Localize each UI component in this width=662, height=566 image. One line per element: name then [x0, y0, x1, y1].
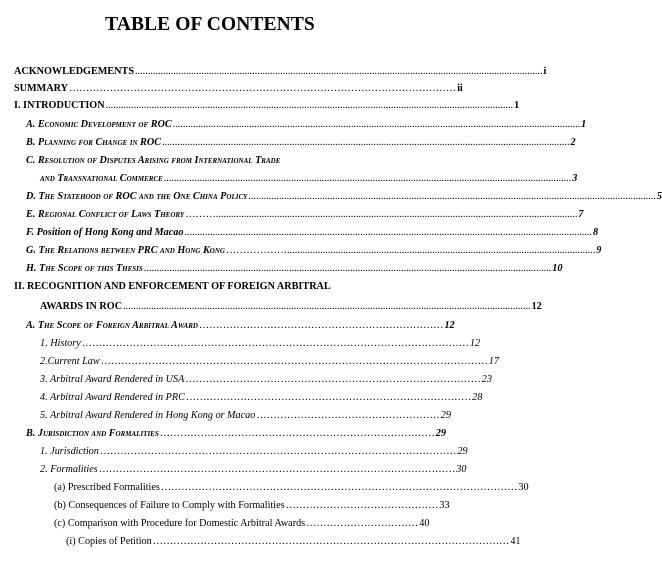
toc-entry-page: 5	[656, 191, 662, 202]
toc-entry-label: A. The Scope of Foreign Arbitral Award	[26, 320, 198, 331]
toc-entry-page: 30	[456, 464, 467, 475]
toc-entry-label: E. Regional Conflict of Laws Theory	[26, 209, 185, 220]
toc-entry-page: 23	[481, 374, 492, 385]
toc-entry[interactable]: A. Economic Development of ROC ................................................................................................................................................................ 1	[26, 116, 400, 134]
toc-entry[interactable]: (a) Prescribed Formalities …………………………………………………………………………………………… 30	[54, 479, 400, 497]
toc-entry[interactable]: D. The Statehood of ROC and the One China Policy ................................................................................................................................................................ 5	[26, 188, 400, 206]
toc-entry-page: 1	[514, 100, 520, 111]
toc-entry-label: 1. Jurisdiction	[40, 446, 99, 457]
toc-entry-page: 41	[510, 536, 521, 547]
toc-entry-label: 1. History	[40, 338, 81, 349]
toc-entry-label: (i) Copies of Petition	[66, 536, 152, 547]
toc-entry[interactable]: E. Regional Conflict of Laws Theory ……….............................................................................................................................................. 7	[26, 206, 400, 224]
toc-entry-page: 30	[518, 482, 529, 493]
toc-entry-page: 9	[596, 245, 602, 256]
toc-entry[interactable]: AWARDS IN ROC ................................................................................................................................................................ 12	[40, 298, 400, 316]
toc-entry[interactable]: (i) Copies of Petition …………………………………………………………………………………………… 41	[66, 533, 400, 551]
toc-entry[interactable]: B. Planning for Change in ROC ................................................................................................................................................................ 2	[26, 134, 400, 152]
toc-entry-page: 8	[592, 227, 599, 238]
toc-entry[interactable]: 5. Arbitral Award Rendered in Hong Kong or Macao ……………………………………………… 29	[40, 407, 400, 425]
toc-entry-label: D. The Statehood of ROC and the One China Policy	[26, 191, 248, 202]
toc-entry-label: (c) Comparison with Procedure for Domestic Arbitral Awards	[54, 518, 306, 529]
toc-entry[interactable]: 1. History …………………………………………………………………………………………………… 12	[40, 335, 400, 353]
toc-entry[interactable]: ACKNOWLEDGEMENTS ................................................................................................................................................................ i	[14, 63, 400, 81]
toc-entry[interactable]: and Transnational Commerce ................................................................................................................................................................ 3	[40, 170, 400, 188]
toc-entry[interactable]: 1. Jurisdiction …………………………………………………………………………………………… 29	[40, 443, 400, 461]
toc-entry-page: 2	[570, 137, 576, 148]
toc-entry-label: G. The Relations between PRC and Hong Kong	[26, 245, 225, 256]
toc-entry-page: 17	[488, 356, 499, 367]
toc-entry-label: 2. Formalities	[40, 464, 98, 475]
toc-entry[interactable]: F. Position of Hong Kong and Macao ................................................................................................................................................................ 8	[26, 224, 400, 242]
toc-entry-page: 3	[572, 173, 578, 184]
toc-entry-label: C. Resolution of Disputes Arising from International Trade	[26, 155, 281, 166]
toc-entry-label: H. The Scope of this Thesis	[26, 263, 143, 274]
toc-entry-page: 1	[581, 119, 587, 130]
toc-entry-page: 33	[439, 500, 450, 511]
toc-entry[interactable]: 2.Current Law …………………………………………………………………………………………………… 17	[40, 353, 400, 371]
toc-entry[interactable]: 4. Arbitral Award Rendered in PRC ………………………………………………………………………… 28	[40, 389, 400, 407]
toc-entry-label: 5. Arbitral Award Rendered in Hong Kong or Macao	[40, 410, 256, 421]
toc-entry[interactable]	[14, 278, 400, 296]
toc-entry-label: I. INTRODUCTION	[14, 100, 105, 111]
toc-entry[interactable]: G. The Relations between PRC and Hong Kong ………………......................................................................................................................... 9	[26, 242, 400, 260]
toc-entry[interactable]: I. INTRODUCTION ................................................................................................................................................................ 1	[14, 97, 400, 115]
toc-entry-page: 10	[552, 263, 563, 274]
toc-entry-page: 40	[419, 518, 430, 529]
toc-entry[interactable]: 3. Arbitral Award Rendered in USA …………………………………………………………………………… 23	[40, 371, 400, 389]
toc-entry-label: A. Economic Development of ROC	[26, 119, 172, 130]
toc-entry-label: II. RECOGNITION AND ENFORCEMENT OF FOREIGN ARBITRAL	[14, 281, 331, 292]
toc-entry-label: (a) Prescribed Formalities	[54, 482, 160, 493]
toc-entry[interactable]: A. The Scope of Foreign Arbitral Award ……………………………………………………………… 12	[26, 317, 400, 335]
toc-entry[interactable]: 2. Formalities …………………………………………………………………………………………… 30	[40, 461, 400, 479]
toc-entry[interactable]: (b) Consequences of Failure to Comply with Formalities ……………………………………… 33	[54, 497, 400, 515]
toc-entry-label: and Transnational Commerce	[40, 173, 163, 184]
toc-entry-page: 29	[440, 410, 451, 421]
toc-entry-label: AWARDS IN ROC	[40, 301, 123, 312]
page-title: TABLE OF CONTENTS	[105, 14, 315, 35]
toc-entry[interactable]: B. Jurisdiction and Formalities ……………………………………………………………………… 29	[26, 425, 400, 443]
toc-entry-label: B. Jurisdiction and Formalities	[26, 428, 159, 439]
toc-entry[interactable]: H. The Scope of this Thesis ................................................................................................................................................................ 10	[26, 260, 400, 278]
toc-entry-label: F. Position of Hong Kong and Macao	[26, 227, 184, 238]
toc-entry-label: 2.Current Law	[40, 356, 100, 367]
toc-entry[interactable]	[26, 152, 400, 170]
toc-entry-page: 12	[469, 338, 481, 349]
toc-entry-label: 4. Arbitral Award Rendered in PRC	[40, 392, 185, 403]
toc-entry-page: 28	[472, 392, 483, 403]
toc-entry-page: i	[543, 66, 547, 77]
toc-entry-label: (b) Consequences of Failure to Comply with Formalities	[54, 500, 285, 511]
toc-entry-label: B. Planning for Change in ROC	[26, 137, 161, 148]
toc-entry-page: ii	[457, 83, 463, 94]
toc-entry-label: ACKNOWLEDGEMENTS	[14, 66, 135, 77]
toc-entry-page: 29	[435, 428, 446, 439]
toc-entry-page: 29	[457, 446, 468, 457]
toc-entry[interactable]: SUMMARY …………………………………………………………………………………………………… ii	[14, 80, 400, 98]
toc-entry-page: 7	[578, 209, 584, 220]
toc-entry-page: 12	[444, 320, 455, 331]
toc-entry[interactable]: (c) Comparison with Procedure for Domestic Arbitral Awards …………………………… 40	[54, 515, 400, 533]
toc-entry-label: 3. Arbitral Award Rendered in USA	[40, 374, 185, 385]
toc-entry-label: SUMMARY	[14, 83, 68, 94]
toc-entry-page: 12	[531, 301, 542, 312]
